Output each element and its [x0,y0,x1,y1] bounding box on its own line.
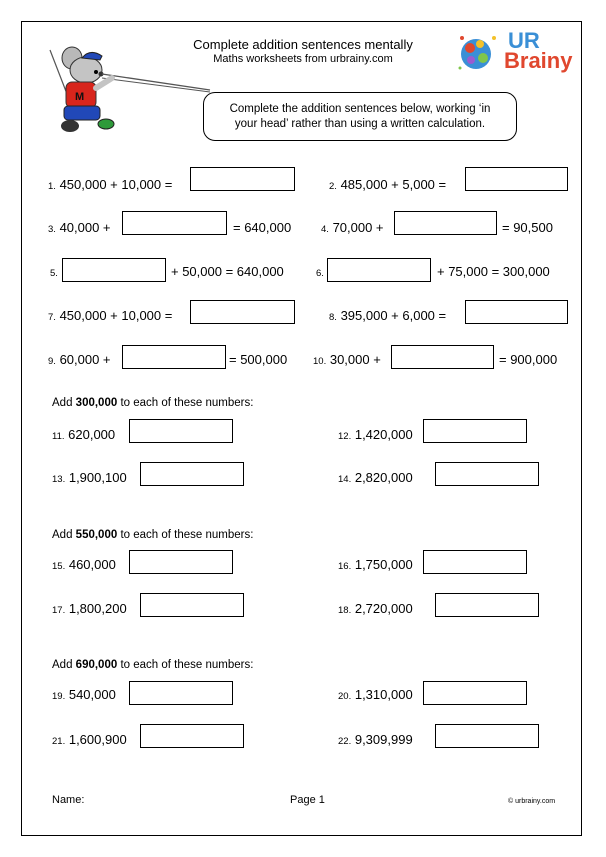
item-12: 12. 1,420,000 [338,427,413,442]
mouse-mascot-illustration [44,42,214,134]
answer-box-16[interactable] [423,550,527,574]
answer-box-11[interactable] [129,419,233,443]
question-10-left: 10. 30,000 + [313,352,381,367]
question-4-right: = 90,500 [502,220,553,235]
question-10-right: = 900,000 [499,352,558,367]
answer-box-4[interactable] [394,211,497,235]
page-number: Page 1 [290,794,325,806]
question-3-right: = 640,000 [233,220,292,235]
answer-box-13[interactable] [140,462,244,486]
answer-box-6[interactable] [327,258,431,282]
answer-box-19[interactable] [129,681,233,705]
urbrainy-logo [456,30,574,76]
question-5-right: + 50,000 = 640,000 [171,264,284,279]
answer-box-2[interactable] [465,167,568,191]
page-subtitle: Maths worksheets from urbrainy.com [213,53,393,65]
answer-box-21[interactable] [140,724,244,748]
question-7: 7. 450,000 + 10,000 = [48,308,173,323]
instruction-line-1: Complete the addition sentences below, working ‘in [229,103,491,115]
svg-text:M: M [75,91,85,103]
answer-box-5[interactable] [62,258,166,282]
question-3-left: 3. 40,000 + [48,220,111,235]
answer-box-20[interactable] [423,681,527,705]
question-6-number: 6. [316,268,324,279]
item-13: 13. 1,900,100 [52,470,127,485]
item-14: 14. 2,820,000 [338,470,413,485]
item-11: 11. 620,000 [52,427,116,442]
item-18: 18. 2,720,000 [338,601,413,616]
item-17: 17. 1,800,200 [52,601,127,616]
question-4-left: 4. 70,000 + [321,220,384,235]
question-1: 1. 450,000 + 10,000 = [48,177,173,192]
answer-box-18[interactable] [435,593,539,617]
item-16: 16. 1,750,000 [338,557,413,572]
page-title: Complete addition sentences mentally [193,37,413,52]
name-label: Name: [52,794,85,806]
answer-box-12[interactable] [423,419,527,443]
answer-box-1[interactable] [190,167,295,191]
answer-box-3[interactable] [122,211,227,235]
question-2: 2. 485,000 + 5,000 = [329,177,447,192]
item-19: 19. 540,000 [52,687,116,702]
section-heading-3: Add 690,000 to each of these numbers: [52,659,254,671]
instruction-line-2: your head’ rather than using a written calculation. [234,118,486,130]
question-6-right: + 75,000 = 300,000 [437,264,550,279]
logo-text-ur: UR [508,28,540,53]
answer-box-8[interactable] [465,300,568,324]
question-9-left: 9. 60,000 + [48,352,111,367]
answer-box-7[interactable] [190,300,295,324]
section-heading-2: Add 550,000 to each of these numbers: [52,529,254,541]
answer-box-9[interactable] [122,345,226,369]
item-20: 20. 1,310,000 [338,687,413,702]
instruction-speech-bubble [203,92,517,141]
answer-box-15[interactable] [129,550,233,574]
item-15: 15. 460,000 [52,557,116,572]
question-8: 8. 395,000 + 6,000 = [329,308,447,323]
answer-box-17[interactable] [140,593,244,617]
answer-box-14[interactable] [435,462,539,486]
item-21: 21. 1,600,900 [52,732,127,747]
question-9-right: = 500,000 [229,352,288,367]
answer-box-22[interactable] [435,724,539,748]
logo-text-brainy: Brainy [504,48,573,73]
copyright-text: © urbrainy.com [508,798,556,805]
answer-box-10[interactable] [391,345,494,369]
section-heading-1: Add 300,000 to each of these numbers: [52,397,254,409]
question-5-number: 5. [50,268,58,279]
item-22: 22. 9,309,999 [338,732,413,747]
